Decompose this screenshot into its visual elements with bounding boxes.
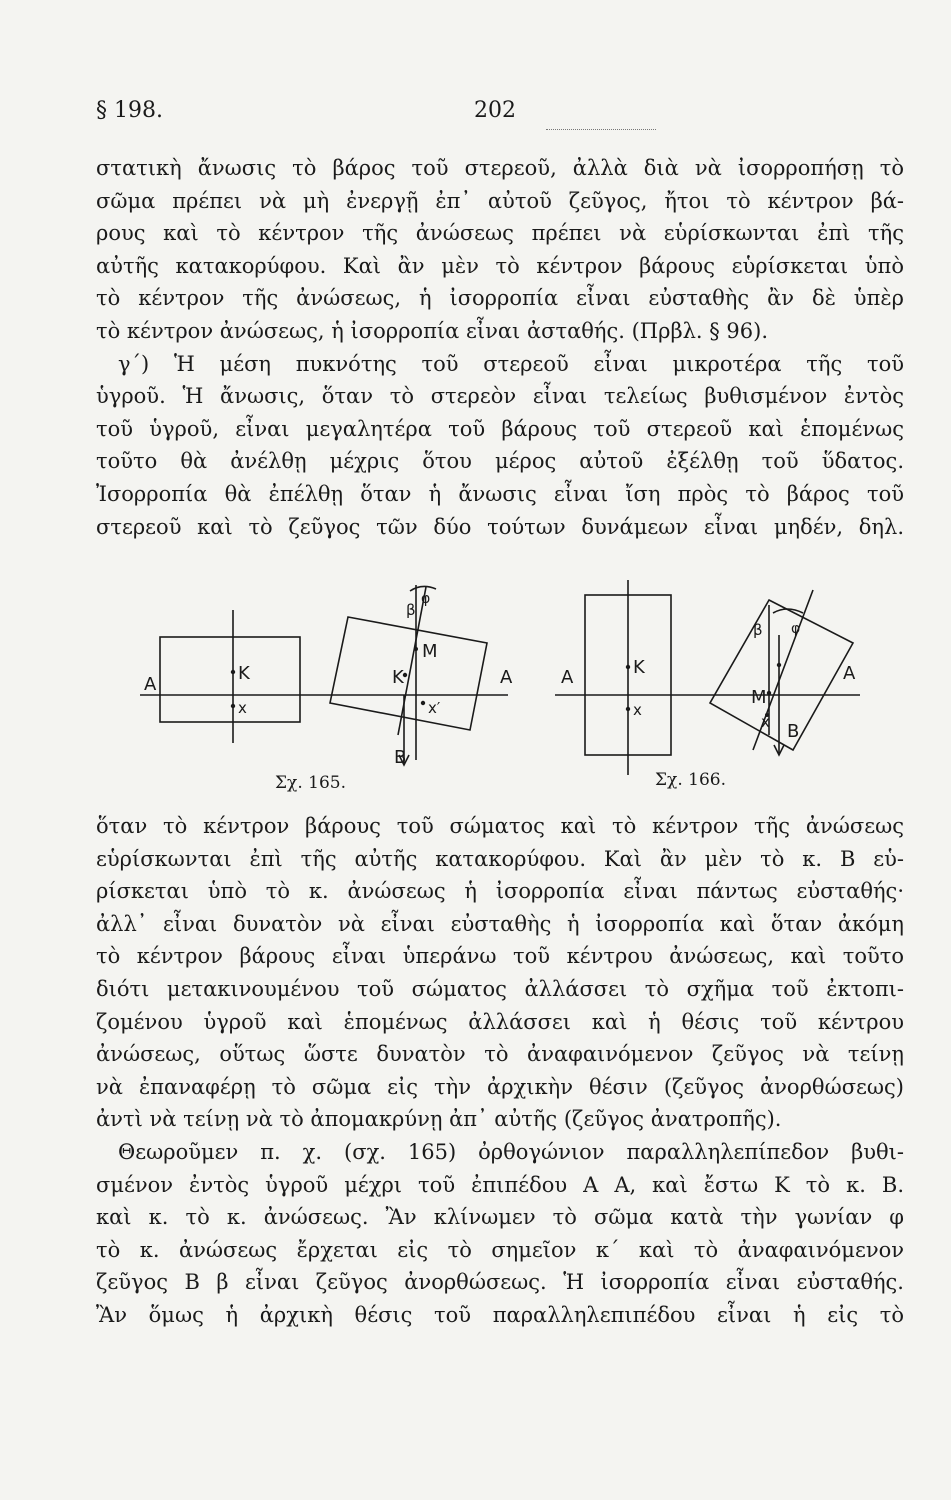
- phi-arc: [773, 609, 803, 613]
- figure-166: [555, 575, 875, 800]
- text-line: τὸ κ. ἀνώσεως ἔρχεται εἰς τὸ σημεῖον κ΄ καὶ τὸ ἀναφαινόμενον: [96, 1237, 904, 1262]
- text-line: τοῦτο θὰ ἀνέλθῃ μέχρις ὅτου μέρος αὐτοῦ ἐξέλθῃ τοῦ ὕδατος.: [96, 449, 904, 474]
- text-line: Θεωροῦμεν π. χ. (σχ. 165) ὀρθογώνιον παραλληλεπίπεδον βυθι-: [118, 1139, 904, 1164]
- label-K1: K: [238, 663, 250, 684]
- figure-165-drawing: [130, 575, 530, 800]
- point-k1: [231, 704, 235, 708]
- label-phi: φ: [791, 621, 801, 637]
- text-line: ζεῦγος Β β εἶναι ζεῦγος ἀνορθώσεως. Ἡ ἰσορροπία εἶναι εὐσταθής.: [96, 1270, 904, 1295]
- text-line: ἀλλ᾽ εἶναι δυνατὸν νὰ εἶναι εὐσταθὴς ἡ ἰσορροπία καὶ ὅταν ἀκόμη: [96, 911, 904, 936]
- point-K1: [626, 665, 630, 669]
- point-M: [414, 647, 418, 651]
- section-reference: § 198.: [96, 98, 163, 123]
- label-M: M: [751, 687, 767, 708]
- label-A-left: A: [561, 667, 574, 688]
- text-line: στατικὴ ἄνωσις τὸ βάρος τοῦ στερεοῦ, ἀλλὰ διὰ νὰ ἰσορροπήσῃ τὸ: [96, 156, 904, 180]
- label-k1: x: [238, 699, 247, 717]
- text-line: σῶμα πρέπει νὰ μὴ ἐνεργῇ ἐπ᾽ αὐτοῦ ζεῦγος, ἤτοι τὸ κέντρον βά-: [96, 188, 904, 213]
- text-line: τοῦ ὑγροῦ, εἶναι μεγαλητέρα τοῦ βάρους τοῦ στερεοῦ καὶ ἑπομένως: [96, 416, 904, 441]
- text-line: τὸ κέντρον ἀνώσεως, ἡ ἰσορροπία εἶναι ἀσταθής. (Πρβλ. § 96).: [96, 318, 769, 343]
- text-line: Ἂν ὅμως ἡ ἀρχικὴ θέσις τοῦ παραλληλεπιπέδου εἶναι ἡ εἰς τὸ: [96, 1302, 904, 1327]
- text-line: τὸ κέντρον βάρους εἶναι ὑπεράνω τοῦ κέντρου ἀνώσεως, καὶ τοῦτο: [96, 944, 904, 969]
- text-line: τὸ κέντρον τῆς ἀνώσεως, ἡ ἰσορροπία εἶναι εὐσταθὴς ἂν δὲ ὑπὲρ: [96, 286, 904, 311]
- tilted-block: [330, 617, 487, 730]
- label-K1: K: [633, 657, 645, 678]
- text-line: γ΄) Ἡ μέση πυκνότης τοῦ στερεοῦ εἶναι μικροτέρα τῆς τοῦ: [118, 351, 904, 376]
- text-block-lower: [96, 810, 904, 1332]
- text-line: σμένον ἐντὸς ὑγροῦ μέχρι τοῦ ἐπιπέδου Α Α, καὶ ἔστω Κ τὸ κ. Β.: [96, 1172, 904, 1197]
- text-line: διότι μετακινουμένου τοῦ σώματος ἀλλάσσει τὸ σχῆμα τοῦ ἐκτοπι-: [96, 976, 904, 1001]
- point-k2: [421, 701, 425, 705]
- label-beta: β: [406, 601, 416, 619]
- text-line: ρίσκεται ὑπὸ τὸ κ. ἀνώσεως ἡ ἰσορροπία εἶναι πάντως εὐσταθής·: [96, 879, 904, 904]
- text-line: ὅταν τὸ κέντρον βάρους τοῦ σώματος καὶ τὸ κέντρον τῆς ἀνώσεως: [96, 814, 904, 838]
- text-block-upper: [96, 152, 904, 543]
- label-A-right: A: [500, 667, 513, 688]
- text-line: ὑγροῦ. Ἡ ἄνωσις, ὅταν τὸ στερεὸν εἶναι τελείως βυθισμένον ἐντὸς: [96, 384, 904, 409]
- label-B: B: [787, 721, 800, 742]
- text-line: ζομένου ὑγροῦ καὶ ἑπομένως ἀλλάσσει καὶ ἡ θέσις τοῦ κέντρου: [96, 1009, 904, 1034]
- text-line: Ἰσορροπία θὰ ἐπέλθῃ ὅταν ἡ ἄνωσις εἶναι ἴση πρὸς τὸ βάρος τοῦ: [96, 481, 904, 506]
- text-line: ἀντὶ νὰ τείνῃ νὰ τὸ ἀπομακρύνῃ ἀπ᾽ αὐτῆς (ζεῦγος ἀνατροπῆς).: [96, 1107, 782, 1132]
- text-line: αὐτῆς κατακορύφου. Καὶ ἂν μὲν τὸ κέντρον βάρους εὑρίσκεται ὑπὸ: [96, 253, 904, 278]
- label-k1: x: [633, 701, 642, 719]
- text-line: ἀνώσεως, οὕτως ὥστε δυνατὸν τὸ ἀναφαινόμενον ζεῦγος νὰ τείνῃ: [96, 1042, 904, 1067]
- point-K1: [231, 670, 235, 674]
- label-M: M: [422, 641, 438, 662]
- text-line: καὶ κ. τὸ κ. ἀνώσεως. Ἂν κλίνωμεν τὸ σῶμα κατὰ τὴν γωνίαν φ: [96, 1205, 904, 1230]
- text-line: ρους καὶ τὸ κέντρον τῆς ἀνώσεως πρέπει νὰ εὑρίσκωνται ἐπὶ τῆς: [96, 221, 904, 246]
- figure-165: [130, 575, 530, 800]
- point-k1: [626, 707, 630, 711]
- figure-166-drawing: [555, 575, 875, 800]
- label-B: B: [394, 747, 407, 768]
- figure-166-caption: Σχ. 166.: [655, 770, 726, 790]
- upright-block: [160, 637, 300, 722]
- label-K2: K: [392, 667, 404, 688]
- label-A-right: A: [843, 663, 856, 684]
- text-line: νὰ ἐπαναφέρῃ τὸ σῶμα εἰς τὴν ἀρχικὴν θέσιν (ζεῦγος ἀνορθώσεως): [96, 1074, 904, 1099]
- header-rule: [546, 129, 656, 130]
- figure-165-caption: Σχ. 165.: [275, 773, 346, 793]
- label-k2: x′: [428, 699, 441, 717]
- label-k2: x: [761, 713, 770, 731]
- text-line: στερεοῦ καὶ τὸ ζεῦγος τῶν δύο τούτων δυνάμεων εἶναι μηδέν, δηλ.: [96, 514, 904, 539]
- label-beta: β: [753, 621, 763, 639]
- label-A-left: A: [144, 674, 157, 695]
- point-K2: [777, 663, 781, 667]
- page-number: 202: [474, 98, 516, 123]
- page-header: [96, 98, 855, 132]
- label-phi: φ: [421, 591, 431, 607]
- point-M: [767, 691, 771, 695]
- text-line: εὑρίσκωνται ἐπὶ τῆς αὐτῆς κατακορύφου. Καὶ ἂν μὲν τὸ κ. Β εὑ-: [96, 846, 904, 871]
